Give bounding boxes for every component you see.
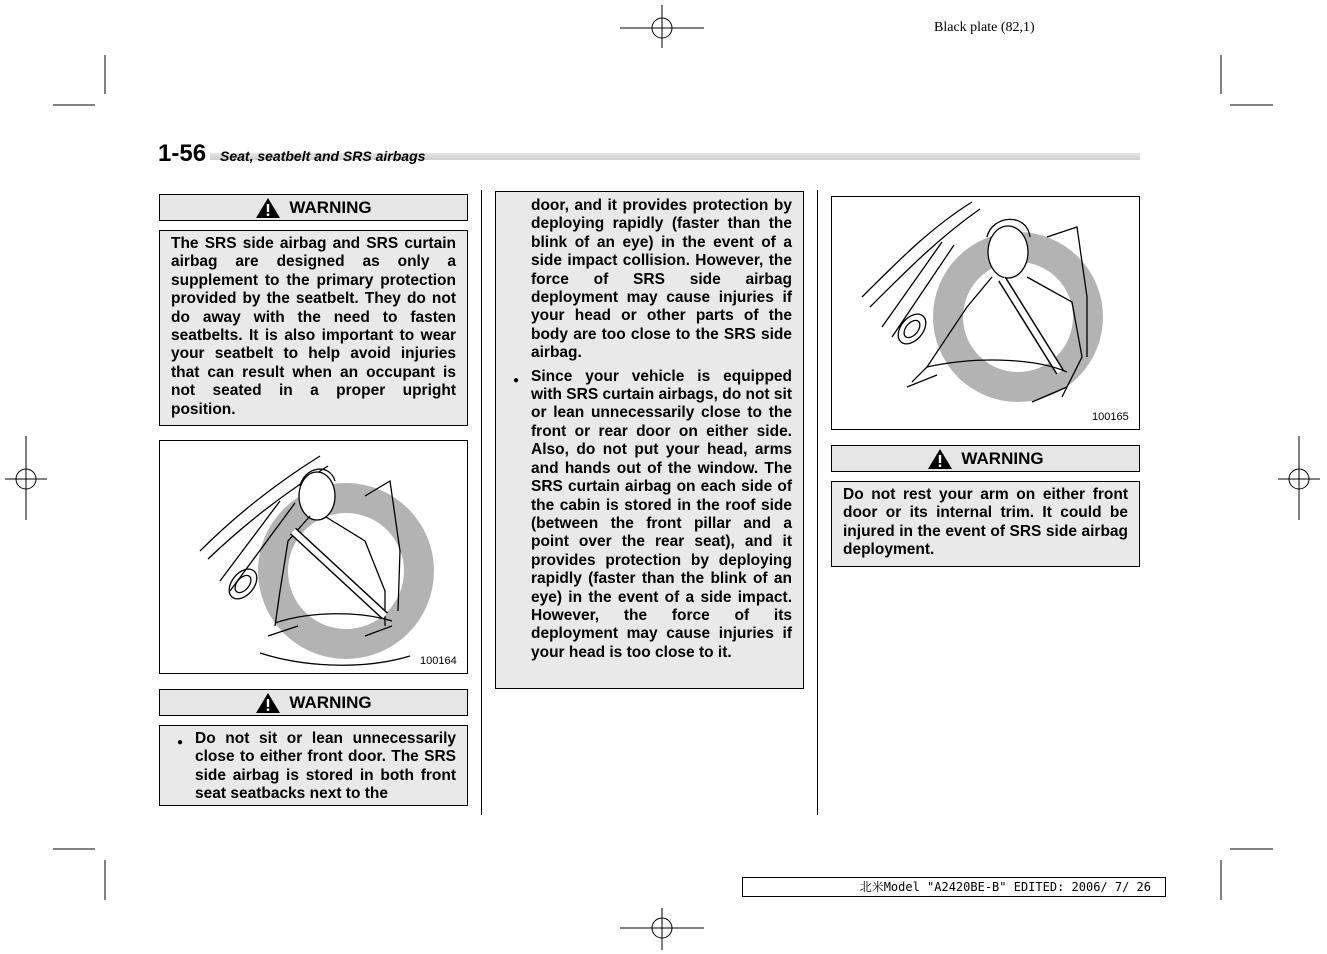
warning-label: WARNING	[289, 692, 372, 712]
warning-text: Do not rest your arm on either front door or its internal trim. It could be injured in the event of SRS side airbag deployment.	[843, 486, 1128, 559]
occupant-illustration	[832, 197, 1139, 429]
bullet-text: Do not sit or lean unnecessarily close to either front door. The SRS side airbag is stored in both front seat seatbacks next to the	[195, 730, 456, 803]
warning-body	[831, 481, 1140, 567]
page-number: 1-56	[158, 140, 207, 167]
warning-label: WARNING	[961, 448, 1044, 468]
warning-body	[159, 230, 468, 426]
figure-id: 100164	[420, 655, 457, 667]
warning-body-continued	[495, 191, 804, 689]
warning-header	[159, 194, 468, 221]
bullet-text: Since your vehicle is equipped with SRS curtain airbags, do not sit or lean unnecessarily close to the front or rear door on either side. Also, do not put your head, arms and hands out of the window. The SRS curtain airbag on each side of the cabin is stored in the roof side (between the front pillar and a point over the rear seat), and it provides protection by deploying rapidly (faster than the blink of an eye) in the event of a side impact. However, the force of its deployment may cause injuries if your head is too close to it.	[531, 367, 792, 661]
continued-text: door, and it provides protection by deploying rapidly (faster than the blink of an eye) in the event of a side impact collision. However, the force of SRS side airbag deployment may cause injuries if your head or other parts of the body are too close to the SRS side airbag.	[531, 197, 792, 362]
warning-icon	[255, 197, 281, 219]
warning-label: WARNING	[289, 197, 372, 217]
bullet-glyph: ●	[513, 374, 520, 386]
warning-icon	[927, 448, 953, 470]
plate-label: Black plate (82,1)	[934, 20, 1035, 35]
warning-text: The SRS side airbag and SRS curtain airbag are designed as only a supplement to the primary protection provided by the seatbelt. They do not do away with the need to fasten seatbelts. It is also important to wear your seatbelt to help avoid injuries that can result when an occupant is not seated in a proper upright position.	[171, 235, 456, 418]
warning-body	[159, 725, 468, 806]
figure-seated-occupant	[159, 440, 468, 674]
figure-id: 100165	[1092, 411, 1129, 423]
bullet-item	[507, 368, 792, 663]
section-title: Seat, seatbelt and SRS airbags	[220, 148, 426, 164]
column-divider	[481, 190, 482, 815]
column-divider	[817, 190, 818, 815]
warning-icon	[255, 692, 281, 714]
warning-header	[831, 445, 1140, 472]
bullet-glyph: ●	[177, 737, 184, 748]
edit-footer: 北米Model "A2420BE-B" EDITED: 2006/ 7/ 26	[742, 877, 1166, 897]
warning-header	[159, 689, 468, 716]
occupant-illustration	[160, 441, 467, 673]
figure-seated-occupant	[831, 196, 1140, 430]
bullet-item	[171, 730, 456, 804]
